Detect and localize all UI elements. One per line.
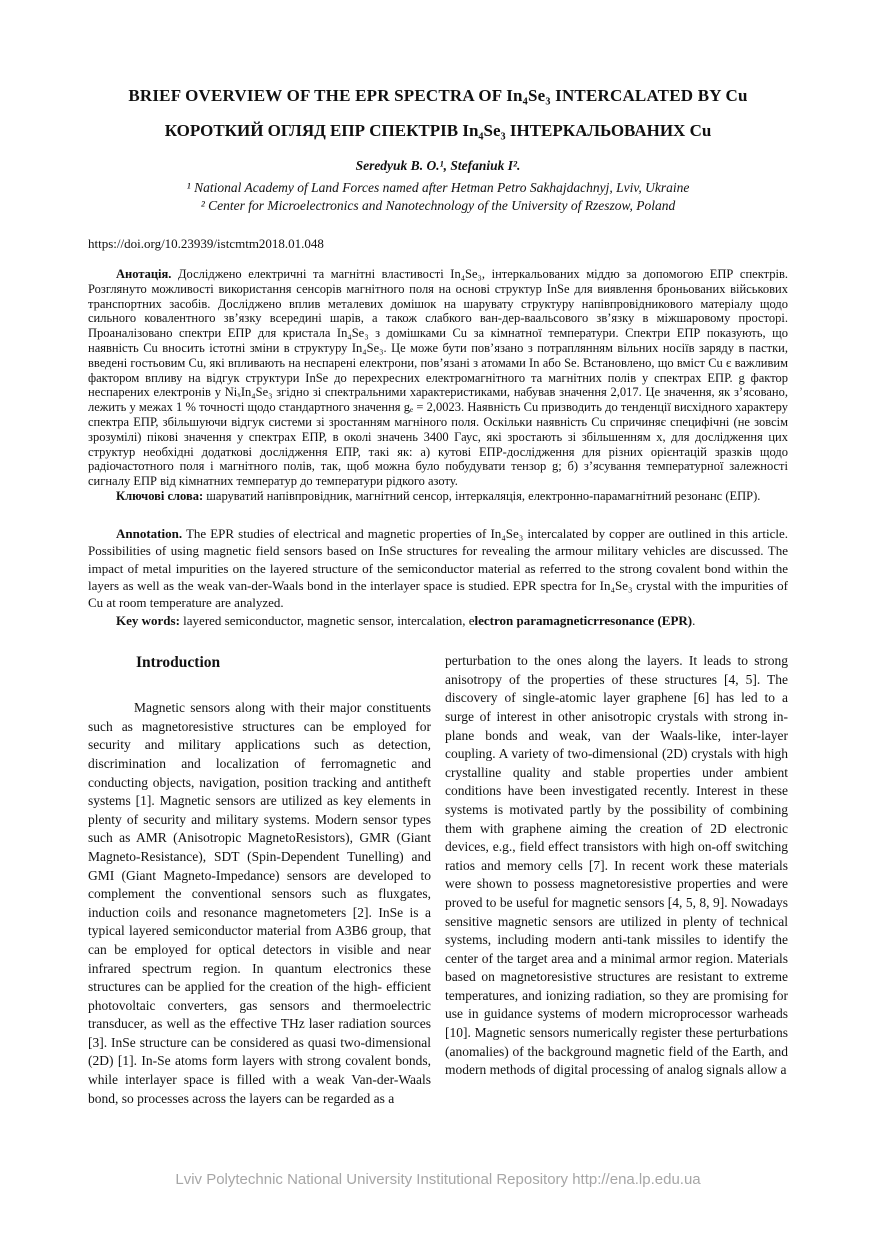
annotation-section: [88, 525, 788, 629]
abstract-section: [88, 267, 788, 504]
doi-link[interactable]: https://doi.org/10.23939/istcmtm2018.01.048: [88, 236, 324, 251]
authors-line: Seredyuk B. O.¹, Stefaniuk I².: [355, 158, 521, 173]
introduction-heading: Introduction: [136, 654, 221, 672]
right-column: [445, 652, 788, 1108]
affiliation-1: ¹ National Academy of Land Forces named after Hetman Petro Sakhajdachnyj, Lviv, Ukraine: [186, 180, 690, 195]
keywords-ua-label: Ключові слова:: [116, 488, 204, 503]
abstract-text: Досліджено електричні та магнітні властивості In₄Se₃, інтеркальованих міддю за допомогою ЕПР спектрів. Розглянуто можливості використання сенсорів магнітного поля на основі структур InSe для виявлення броньованих військових транспортних засобів. Досліджено вплив металевих домішок на шарувату структуру напівпровідникового матеріалу щодо сильного ковалентного зв’язку всередині шарів, а також слабкого ван-дер-ваальсового зв’язку в міжшаровому просторі. Проаналізовано спектри ЕПР для кристала In₄Se₃ з домішками Cu за кімнатної температури. Спектри ЕПР показують, що наявність Cu вносить істотні зміни в структуру In₄Se₃. Це може бути пов’язано з потраплянням вільних носіїв заряду в пастки, введені гостьовим Cu, які впливають на неспарені електрони, пов’язані з атомами In або Se. Встановлено, що вміст Cu є важливим фактором впливу на відгук структури InSe до перехресних електромагнітного та магнітних полів у спектрах ЕПР. g фактор неспарених електронів у NiₓIn₄Se₃ згідно зі спектральними характеристиками, набував значення 2,017. Це значення, як з’ясовано, лежить у межах 1 % точності щодо стандартного значення gₑ = 2,0023. Наявність Cu призводить до тенденції висхідного характеру спектра ЕПР, збільшуючи відгук системи зі зростанням магніного поля. Оскільки наявність Cu спричиняє специфічні (не зовсім зрозумілі) пікові значення у спектрах ЕПР, в околі значень 3400 Гаус, які зростають зі збільшенням x, для дослідження цих структур необхідні додаткові дослідження ЕПР, такі як: а) кутові ЕПР-дослідження для різних орієнтацій зразків щодо радіочастотного поля і магнітного полів, так, щоб можна було побудувати тензор g; б) з’ясування температурної залежності сигналу ЕПР від кімнатних температур до температури рідкого азоту.: [88, 267, 788, 489]
keywords-en-paragraph: [88, 612, 788, 629]
keywords-en-label: Key words:: [116, 612, 180, 628]
left-column: [88, 652, 431, 1108]
keywords-ua-paragraph: [88, 489, 788, 504]
keywords-en-bold-tail: lectron paramagneticrresonance (EPR): [474, 612, 693, 628]
intro-right-text: perturbation to the ones along the layers. It leads to strong anisotropy of the properties of these structures [4, 5]. The discovery of single-atomic layer graphene [6] has led to a surge of interest in other anisotropic crystals with strong in-plane bonds and weak, van der Waals-like, inter-layer coupling. A variety of two-dimensional (2D) crystals with high crystalline quality and stable properties under ambient conditions have been investigated recently. Interest in these systems is motivated partly by the possibility of combining them with graphene aiming the creation of 2D electronic devices, e.g., field effect transistors with high on-off switching ratios and memory cells [7]. In recent work these materials were shown to possess magnetoresistive properties and were proved to be useful for magnetic sensors [4, 5, 8, 9]. Nowadays sensitive magnetic sensors are utilized in plenty of technical systems, including modern anti-tank missiles to identify the center of the target area and a minimal armor region. Materials based on magnetoresistive structures are resistant to extreme temperatures, and ionizing radiation, so they are promising for use in guidance systems of modern microprocessor warheads [10]. Magnetic sensors numerically register these perturbations (anomalies) of the background magnetic field of the Earth, and modern methods of digital processing of analog signals allow a: [445, 653, 788, 1078]
paper-title-ua: КОРОТКИЙ ОГЛЯД ЕПР СПЕКТРІВ In₄Se₃ ІНТЕРКАЛЬОВАНИХ Cu: [164, 121, 712, 140]
annotation-paragraph: [88, 525, 788, 612]
repository-footer-stamp: Lviv Polytechnic National University Institutional Repository http://ena.lp.edu.ua: [175, 1171, 701, 1188]
intro-left-text: Magnetic sensors along with their major constituents such as magnetoresistive structures can be employed for security and military applications such as detection, discrimination and localization of ferromagnetic and conducting objects, navigation, position tracking and antitheft systems [1]. Magnetic sensors are utilized as key elements in plenty of security and military systems. Modern sensor types such as AMR (Anisotropic MagnetoResistors), GMR (Giant Magneto-Resistance), SDT (Spin-Dependent Tunelling) and GMI (Giant Magneto-Impedance) sensors are developed to complement the conventional sensors such as fluxgates, induction coils and resonance magnetometers [2]. InSe is a typical layered semiconductor material from A3B6 group, that can be employed for optical detectors in visible and near infrared spectrum region. In quantum electronics these structures can be applied for the creation of the high- efficient photovoltaic converters, gas sensors and thermoelectric transducer, as well as the effective THz laser radiation sources [3]. InSe structure can be considered as quasi two-dimensional (2D) [1]. In-Se atoms form layers with strong covalent bonds, while interlayer space is filled with a weak Van-der-Waals bond, so processes across the layers can be regarded as a: [88, 700, 431, 1106]
keywords-en-period: .: [692, 612, 696, 628]
abstract-label: Анотація.: [116, 267, 172, 281]
affiliation-2: ² Center for Microelectronics and Nanotechnology of the University of Rzeszow, Poland: [200, 198, 676, 213]
annotation-text: The EPR studies of electrical and magnetic properties of In₄Se₃ intercalated by copper are outlined in this article. Possibilities of using magnetic field sensors based on InSe structures for revealing the armour military vehicles are discussed. The impact of metal impurities on the layered structure of the semiconductor material as referred to the strong covalent bond within the layers as well as the weak van-der-Waals bond in the interlayer space is studied. EPR spectra for In₄Se₃ crystal with the impurities of Cu at room temperature are analyzed.: [88, 525, 788, 611]
abstract-paragraph: [88, 267, 788, 489]
two-column-body: [88, 652, 788, 1108]
keywords-en-text: layered semiconductor, magnetic sensor, intercalation, e: [179, 612, 475, 628]
paper-title-en: BRIEF OVERVIEW OF THE EPR SPECTRA OF In₄Se₃ INTERCALATED BY Cu: [128, 86, 748, 105]
annotation-label: Annotation.: [116, 525, 183, 541]
keywords-ua-text: шаруватий напівпровідник, магнітний сенсор, інтеркаляція, електронно-парамагнітний резонанс (ЕПР).: [203, 488, 761, 503]
